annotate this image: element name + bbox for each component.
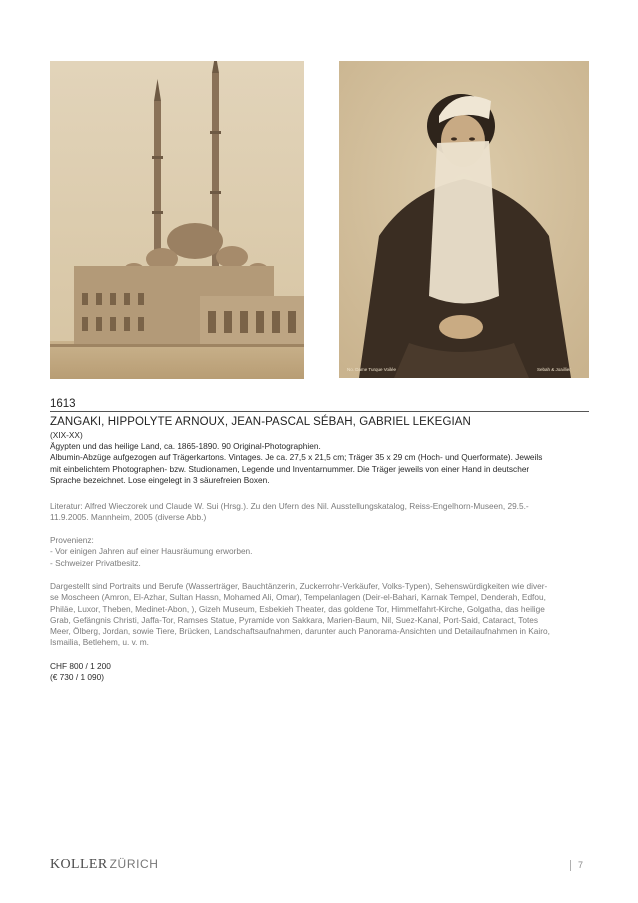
- lot-description: [50, 441, 590, 486]
- literature-reference: [50, 501, 590, 524]
- provenance-line: - Vor einigen Jahren auf einer Hausräumung erworben.: [50, 546, 253, 557]
- description-line: Ägypten und das heilige Land, ca. 1865-1890. 90 Original-Photographien.: [50, 441, 321, 451]
- veiled-woman-portrait: [339, 61, 589, 378]
- brand-name: KOLLER: [50, 857, 108, 872]
- depicted-line: Grab, Gefängnis Christi, Jaffa-Tor, Ramses Statue, Pyramide von Sakkara, Marien-Baum, Nil, Suez-Kanal, Port-Said, Cataract, Totes: [50, 614, 539, 625]
- page-number-block: [570, 860, 583, 871]
- koller-logo: [50, 857, 159, 873]
- provenance-line: - Schweizer Privatbesitz.: [50, 557, 141, 568]
- brand-city: ZÜRICH: [109, 857, 159, 871]
- literature-line: Literatur: Alfred Wieczorek und Claude W. Sui (Hrsg.). Zu den Ufern des Nil. Ausstellungskatalog, Reiss-Engelhorn-Museen, 29.5.-: [50, 501, 529, 511]
- depicted-subjects: [50, 581, 590, 649]
- depicted-line: se Moscheen (Amron, El-Azhar, Sultan Hassn, Mohamed Ali, Omar), Tempelanlagen (Deir-el-Bahari, Karnak Tempel, Denderah, Edfou,: [50, 592, 546, 603]
- literature-line: 11.9.2005. Mannheim, 2005 (diverse Abb.): [50, 512, 207, 523]
- page-number: 7: [578, 860, 584, 870]
- depicted-line: Philäe, Luxor, Theben, Medinet-Abon, ), Gizeh Museum, Esbekieh Theater, das goldene Tor, Himmelfahrt-Kirche, Golgatha, das heilige: [50, 603, 545, 614]
- svg-text:No. Dame Turque Voilée: No. Dame Turque Voilée: [347, 367, 397, 372]
- estimate-chf: CHF 800 / 1 200: [50, 661, 111, 671]
- mosque-photograph: [50, 61, 304, 379]
- svg-text:Sebah & Joaillier: Sebah & Joaillier: [537, 367, 571, 372]
- lot-period: (XIX-XX): [50, 430, 83, 440]
- price-estimate: [50, 661, 590, 684]
- lot-title: ZANGAKI, HIPPOLYTE ARNOUX, JEAN-PASCAL SÉBAH, GABRIEL LEKEGIAN: [50, 416, 471, 428]
- description-line: Albumin-Abzüge aufgezogen auf Trägerkartons. Vintages. Je ca. 27,5 x 21,5 cm; Träger 35 x 29 cm (Hoch- und Querformate). Jeweils: [50, 452, 543, 463]
- divider: [50, 411, 589, 412]
- depicted-line: Meer, Ölberg, Jordan, sowie Tiere, Brücken, Landschaftsaufnahmen, darunter auch Panorama-Ansichten und Detailaufnahmen in Kairo,: [50, 626, 550, 637]
- description-line: Sprache bezeichnet. Lose eingelegt in 3 säurefreien Boxen.: [50, 474, 270, 485]
- description-line: mit einbelichtem Photographen- bzw. Studionamen, Legende und Inventarnummer. Die Träger jeweils von einer Hand in deutscher: [50, 463, 530, 474]
- depicted-line: Ismailia, Betlehem, u. v. m.: [50, 637, 149, 648]
- provenance-heading: Provenienz:: [50, 535, 94, 545]
- lot-number: 1613: [50, 398, 76, 410]
- depicted-line: Dargestellt sind Portraits und Berufe (Wasserträger, Bauchtänzerin, Zuckerrohr-Verkäufer, Volks-Typen), Sehenswürdigkeiten wie diver-: [50, 581, 548, 591]
- provenance: [50, 535, 590, 569]
- page-divider: [570, 860, 571, 871]
- estimate-eur: (€ 730 / 1 090): [50, 672, 104, 683]
